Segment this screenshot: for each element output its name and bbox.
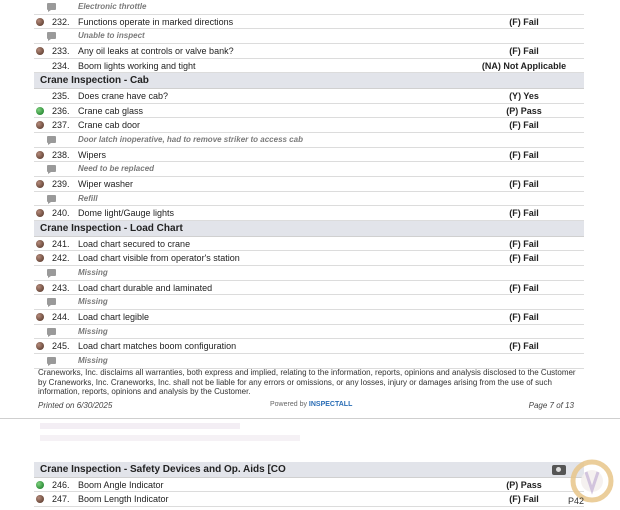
item-text: Wipers bbox=[78, 149, 107, 160]
comment-text: Missing bbox=[78, 268, 108, 277]
item-result: (F) Fail bbox=[509, 282, 539, 293]
item-text: Any oil leaks at controls or valve bank? bbox=[78, 46, 234, 57]
fail-status-icon bbox=[36, 240, 44, 248]
powered-by bbox=[270, 401, 352, 408]
item-number: 239. bbox=[52, 179, 70, 190]
item-result: (F) Fail bbox=[509, 312, 539, 323]
fail-status-icon bbox=[36, 209, 44, 217]
fail-status-icon bbox=[36, 47, 44, 55]
item-text: Does crane have cab? bbox=[78, 90, 169, 101]
item-text: Load chart matches boom configuration bbox=[78, 341, 237, 352]
item-text: Load chart legible bbox=[78, 312, 150, 323]
fail-status-icon bbox=[36, 284, 44, 292]
comment-icon bbox=[47, 3, 56, 10]
item-result: (Y) Yes bbox=[509, 90, 539, 101]
comment-icon bbox=[47, 195, 56, 202]
comment-icon bbox=[47, 298, 56, 305]
fail-status-icon bbox=[36, 313, 44, 321]
fail-status-icon bbox=[36, 254, 44, 262]
page-number: Page 7 of 13 bbox=[528, 401, 574, 410]
section-header bbox=[34, 462, 584, 478]
item-result: (F) Fail bbox=[509, 208, 539, 219]
item-text: Load chart secured to crane bbox=[78, 238, 191, 249]
comment-icon bbox=[47, 328, 56, 335]
inspection-sheet-page-8 bbox=[34, 462, 584, 507]
inspection-item[interactable] bbox=[34, 251, 584, 266]
item-number: 246. bbox=[52, 479, 70, 490]
item-number: 247. bbox=[52, 494, 70, 505]
item-number: 240. bbox=[52, 208, 70, 219]
item-number: 232. bbox=[52, 16, 70, 27]
comment-row bbox=[34, 133, 584, 148]
inspection-item[interactable] bbox=[34, 89, 584, 104]
inspection-item[interactable] bbox=[34, 148, 584, 163]
comment-icon bbox=[47, 165, 56, 172]
section-header bbox=[34, 73, 584, 89]
item-result: (P) Pass bbox=[506, 105, 542, 116]
item-result: (F) Fail bbox=[509, 179, 539, 190]
inspection-item[interactable] bbox=[34, 206, 584, 221]
comment-row bbox=[34, 266, 584, 281]
item-text: Wiper washer bbox=[78, 179, 134, 190]
faded-bleed-through bbox=[40, 435, 300, 441]
inspection-item[interactable] bbox=[34, 310, 584, 325]
item-number: 237. bbox=[52, 120, 70, 131]
item-number: 242. bbox=[52, 253, 70, 264]
comment-icon bbox=[47, 269, 56, 276]
fail-status-icon bbox=[36, 18, 44, 26]
item-result: (F) Fail bbox=[509, 46, 539, 57]
pass-status-icon bbox=[36, 481, 44, 489]
item-text: Dome light/Gauge lights bbox=[78, 208, 175, 219]
inspection-item[interactable] bbox=[34, 492, 584, 507]
item-result: (F) Fail bbox=[509, 120, 539, 131]
item-number: 241. bbox=[52, 238, 70, 249]
fail-status-icon bbox=[36, 180, 44, 188]
fail-status-icon bbox=[36, 495, 44, 503]
comment-text: Missing bbox=[78, 326, 108, 336]
item-result: (F) Fail bbox=[509, 341, 539, 352]
comment-row bbox=[34, 295, 584, 310]
powered-by-prefix: Powered by bbox=[270, 401, 309, 408]
comment-row bbox=[34, 192, 584, 207]
disclaimer-text: Craneworks, Inc. disclaims all warranties, both express and implied, relating to the information, reports, opinions and analysis disclosed to the Customer by Craneworks, Inc. Craneworks, Inc. shall not be liable for any errors or omissions, or any losses, injury or damages arising from the use of such information, reports, opinions and analysis by the Customer. bbox=[38, 368, 576, 396]
item-text: Boom lights working and tight bbox=[78, 60, 196, 71]
item-number: 245. bbox=[52, 341, 70, 352]
item-number: 244. bbox=[52, 312, 70, 323]
inspectall-brand[interactable]: INSPECTALL bbox=[308, 401, 353, 408]
inspection-item[interactable] bbox=[34, 15, 584, 30]
inspection-item[interactable] bbox=[34, 478, 584, 493]
comment-icon bbox=[47, 357, 56, 364]
item-text: Boom Angle Indicator bbox=[78, 479, 164, 490]
page-footer bbox=[38, 401, 578, 413]
comment-text: Missing bbox=[78, 297, 108, 307]
inspection-item[interactable] bbox=[34, 281, 584, 296]
item-number: 235. bbox=[52, 90, 70, 101]
item-text: Load chart durable and laminated bbox=[78, 282, 213, 293]
item-result: (F) Fail bbox=[509, 253, 539, 264]
inspection-item[interactable] bbox=[34, 237, 584, 252]
inspection-item[interactable] bbox=[34, 339, 584, 354]
item-text: Boom Length Indicator bbox=[78, 494, 169, 505]
printed-date: Printed on 6/30/2025 bbox=[38, 401, 113, 410]
section-title: Crane Inspection - Load Chart bbox=[40, 223, 183, 235]
comment-row bbox=[34, 162, 584, 177]
item-number: 236. bbox=[52, 105, 70, 116]
item-number: 243. bbox=[52, 282, 70, 293]
comment-text: Unable to inspect bbox=[78, 31, 145, 41]
fail-status-icon bbox=[36, 151, 44, 159]
comment-row bbox=[34, 0, 584, 15]
fail-status-icon bbox=[36, 342, 44, 350]
comment-row bbox=[34, 325, 584, 340]
item-text: Load chart visible from operator's station bbox=[78, 253, 240, 264]
item-result: (F) Fail bbox=[509, 149, 539, 160]
section-title: Crane Inspection - Cab bbox=[40, 75, 149, 87]
pass-status-icon bbox=[36, 107, 44, 115]
item-result: (F) Fail bbox=[509, 16, 539, 27]
faded-bleed-through bbox=[40, 423, 240, 429]
item-result: (F) Fail bbox=[509, 238, 539, 249]
item-text: Crane cab door bbox=[78, 120, 141, 131]
comment-text: Refill bbox=[78, 193, 98, 203]
comment-icon bbox=[47, 136, 56, 143]
item-number: 234. bbox=[52, 60, 70, 71]
comment-text: Electronic throttle bbox=[78, 2, 147, 11]
comment-row bbox=[34, 29, 584, 44]
item-number: 238. bbox=[52, 149, 70, 160]
section-title: Crane Inspection - Safety Devices and Op. Aids [CO bbox=[40, 464, 286, 475]
inspection-item[interactable] bbox=[34, 44, 584, 59]
comment-text: Missing bbox=[78, 356, 108, 366]
item-text: Functions operate in marked directions bbox=[78, 16, 234, 27]
inspection-item[interactable] bbox=[34, 59, 584, 74]
comment-text: Need to be replaced bbox=[78, 164, 155, 174]
fail-status-icon bbox=[36, 121, 44, 129]
camera-icon[interactable] bbox=[552, 465, 566, 475]
item-result: (F) Fail bbox=[509, 494, 539, 505]
corner-label: P42 bbox=[568, 496, 585, 506]
inspection-item[interactable] bbox=[34, 177, 584, 192]
comment-text: Door latch inoperative, had to remove striker to access cab bbox=[78, 135, 303, 144]
item-result: (P) Pass bbox=[506, 479, 542, 490]
inspection-sheet-page-7 bbox=[34, 0, 584, 369]
inspection-item[interactable] bbox=[34, 118, 584, 133]
item-result: (NA) Not Applicable bbox=[481, 60, 567, 71]
inspection-item[interactable] bbox=[34, 104, 584, 119]
item-number: 233. bbox=[52, 46, 70, 57]
item-text: Crane cab glass bbox=[78, 105, 144, 116]
page-break bbox=[0, 418, 620, 460]
comment-icon bbox=[47, 32, 56, 39]
comment-row bbox=[34, 354, 584, 369]
section-header bbox=[34, 221, 584, 237]
